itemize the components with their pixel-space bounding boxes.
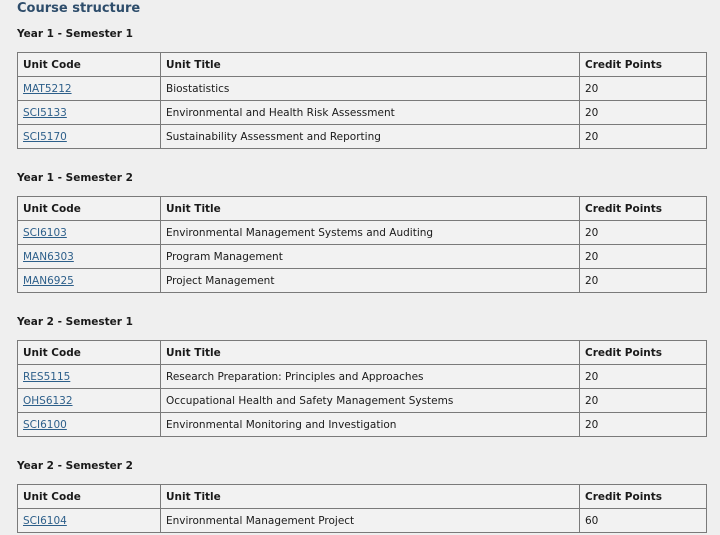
unit-title-cell: Environmental Management Project	[161, 509, 580, 533]
unit-code-link[interactable]: RES5115	[23, 370, 71, 383]
unit-title-cell: Environmental Monitoring and Investigation	[161, 413, 580, 437]
credit-points-cell: 20	[580, 365, 707, 389]
table-row	[18, 365, 707, 389]
table-row	[18, 389, 707, 413]
credit-points-cell: 20	[580, 389, 707, 413]
table-header-row	[18, 485, 707, 509]
table-header-row	[18, 53, 707, 77]
table-row	[18, 125, 707, 149]
table-row	[18, 269, 707, 293]
semester-heading: Year 2 - Semester 2	[17, 460, 133, 472]
credit-points-cell: 20	[580, 221, 707, 245]
credit-points-cell: 20	[580, 77, 707, 101]
unit-code-link[interactable]: MAN6925	[23, 274, 74, 287]
credit-points-cell: 20	[580, 413, 707, 437]
unit-table	[17, 196, 707, 293]
column-header-credit-points: Credit Points	[580, 341, 707, 365]
unit-table	[17, 484, 707, 533]
table-header-row	[18, 341, 707, 365]
unit-title-cell: Program Management	[161, 245, 580, 269]
unit-code-cell	[18, 77, 161, 101]
unit-code-cell	[18, 269, 161, 293]
unit-code-link[interactable]: SCI6100	[23, 418, 67, 431]
unit-code-link[interactable]: SCI6103	[23, 226, 67, 239]
table-row	[18, 77, 707, 101]
page-title: Course structure	[17, 1, 141, 16]
column-header-unit-code: Unit Code	[18, 485, 161, 509]
column-header-credit-points: Credit Points	[580, 53, 707, 77]
table-row	[18, 509, 707, 533]
unit-code-cell	[18, 245, 161, 269]
table-header-row	[18, 197, 707, 221]
column-header-credit-points: Credit Points	[580, 197, 707, 221]
semester-heading: Year 1 - Semester 1	[17, 28, 133, 40]
unit-code-cell	[18, 125, 161, 149]
credit-points-cell: 20	[580, 125, 707, 149]
table-row	[18, 221, 707, 245]
unit-title-cell: Project Management	[161, 269, 580, 293]
unit-title-cell: Biostatistics	[161, 77, 580, 101]
unit-code-cell	[18, 389, 161, 413]
table-row	[18, 101, 707, 125]
table-row	[18, 245, 707, 269]
unit-title-cell: Environmental and Health Risk Assessment	[161, 101, 580, 125]
unit-code-cell	[18, 365, 161, 389]
unit-table	[17, 340, 707, 437]
column-header-unit-code: Unit Code	[18, 197, 161, 221]
column-header-unit-title: Unit Title	[161, 197, 580, 221]
unit-title-cell: Occupational Health and Safety Management Systems	[161, 389, 580, 413]
semester-heading: Year 1 - Semester 2	[17, 172, 133, 184]
unit-code-link[interactable]: MAN6303	[23, 250, 74, 263]
semester-heading: Year 2 - Semester 1	[17, 316, 133, 328]
unit-code-cell	[18, 101, 161, 125]
credit-points-cell: 20	[580, 269, 707, 293]
unit-code-link[interactable]: OHS6132	[23, 394, 73, 407]
unit-title-cell: Environmental Management Systems and Auditing	[161, 221, 580, 245]
unit-code-cell	[18, 413, 161, 437]
unit-code-cell	[18, 221, 161, 245]
unit-code-link[interactable]: SCI5133	[23, 106, 67, 119]
unit-title-cell: Sustainability Assessment and Reporting	[161, 125, 580, 149]
credit-points-cell: 60	[580, 509, 707, 533]
credit-points-cell: 20	[580, 245, 707, 269]
column-header-unit-title: Unit Title	[161, 485, 580, 509]
column-header-unit-title: Unit Title	[161, 341, 580, 365]
column-header-credit-points: Credit Points	[580, 485, 707, 509]
unit-title-cell: Research Preparation: Principles and Approaches	[161, 365, 580, 389]
column-header-unit-code: Unit Code	[18, 53, 161, 77]
column-header-unit-code: Unit Code	[18, 341, 161, 365]
unit-code-link[interactable]: MAT5212	[23, 82, 72, 95]
unit-code-link[interactable]: SCI6104	[23, 514, 67, 527]
unit-code-cell	[18, 509, 161, 533]
table-row	[18, 413, 707, 437]
column-header-unit-title: Unit Title	[161, 53, 580, 77]
unit-table	[17, 52, 707, 149]
unit-code-link[interactable]: SCI5170	[23, 130, 67, 143]
credit-points-cell: 20	[580, 101, 707, 125]
